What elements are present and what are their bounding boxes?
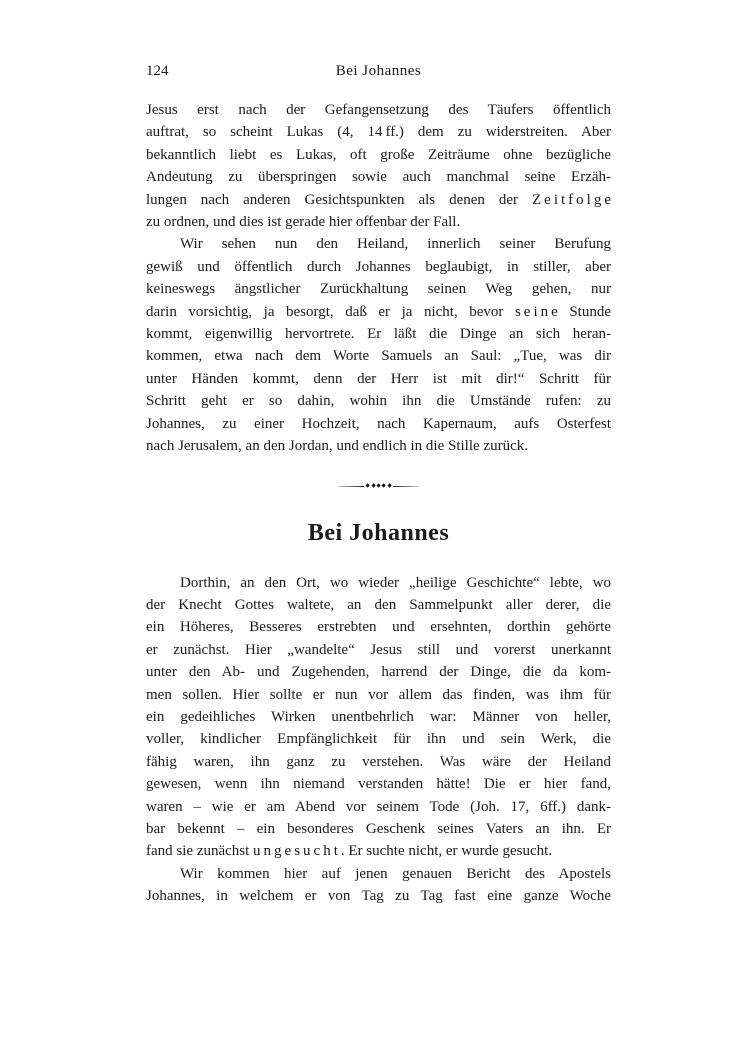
text-line: fähig waren, ihn ganz zu verstehen. Was wäre der Heiland — [146, 753, 611, 770]
text-line: gewesen, wenn ihn niemand verstanden hätte! Die er hier fand, — [146, 776, 611, 793]
text-line: keineswegs ängstlicher Zurückhaltung seinen Weg gehen, nur — [146, 281, 611, 298]
text-line: kommt, eigenwillig hervortrete. Er läßt die Dinge an sich heran- — [146, 326, 611, 343]
text-line: waren – wie er am Abend vor seinem Tode (Joh. 17, 6ff.) dank- — [146, 798, 611, 815]
section-heading: Bei Johannes — [307, 519, 450, 546]
text-line: fand sie zunächst u n g e s u c h t . Er suchte nicht, er wurde gesucht. — [146, 843, 553, 860]
text-line: Jesus erst nach der Gefangensetzung des Täufers öffentlich — [146, 102, 611, 118]
text-line: ein gedeihliches Wirken unentbehrlich war: Männer von heller, — [146, 708, 611, 725]
text-line: nach Jerusalem, an den Jordan, und endlich in die Stille zurück. — [146, 438, 528, 455]
paragraph — [146, 99, 611, 233]
divider-line-left-icon — [338, 486, 364, 487]
text-line: Dorthin, an den Ort, wo wieder „heilige Geschichte“ lebte, wo — [180, 574, 611, 591]
text-line: ein Höheres, Besseres erstrebten und ersehnten, dorthin gehörte — [146, 619, 611, 636]
text-line: bekanntlich liebt es Lukas, oft große Zeiträume ohne bezügliche — [146, 146, 611, 163]
text-line: lungen nach anderen Gesichtspunkten als denen der Z e i t f o l g e — [146, 191, 611, 208]
page-header — [146, 60, 611, 82]
text-line: darin vorsichtig, ja besorgt, daß er ja nicht, bevor s e i n e Stunde — [146, 303, 611, 320]
paragraph — [146, 233, 611, 457]
text-line: bar bekennt – ein besonderes Geschenk seines Vaters an ihn. Er — [146, 820, 611, 837]
text-line: Andeutung zu überspringen sowie auch manchmal seine Erzäh- — [146, 169, 611, 186]
text-line: Johannes, in welchem er von Tag zu Tag fast eine ganze Woche — [146, 888, 611, 905]
text-line: men sollen. Hier sollte er nun vor allem das finden, was ihm für — [146, 686, 611, 703]
text-line: Wir sehen nun den Heiland, innerlich seiner Berufung — [180, 236, 611, 253]
section-divider-ornament — [146, 483, 611, 490]
divider-line-right-icon — [393, 486, 419, 487]
text-line: auftrat, so scheint Lukas (4, 14 ff.) dem zu widerstreiten. Aber — [146, 124, 611, 141]
text-line: unter den Ab- und Zugehenden, harrend der Dinge, die da kom- — [146, 664, 611, 681]
text-line: Johannes, zu einer Hochzeit, nach Kapernaum, aufs Osterfest — [146, 415, 611, 432]
text-line: gewiß und öffentlich durch Johannes beglaubigt, in stiller, aber — [146, 258, 611, 275]
text-line: unter Händen kommt, denn der Herr ist mit dir!“ Schritt für — [146, 370, 611, 387]
text-line: zu ordnen, und dies ist gerade hier offenbar der Fall. — [146, 214, 461, 231]
text-line: der Knecht Gottes waltete, an den Sammelpunkt aller derer, die — [146, 596, 611, 613]
page-number: 124 — [146, 63, 169, 79]
text-line: voller, kindlicher Empfänglichkeit für ihn und sein Werk, die — [146, 731, 611, 748]
text-line: er zunächst. Hier „wandelte“ Jesus still und vorerst unerkannt — [146, 641, 611, 658]
text-line: Wir kommen hier auf jenen genauen Bericht des Apostels — [180, 865, 611, 882]
text-line: Schritt geht er so dahin, wohin ihn die Umstände rufen: zu — [146, 393, 611, 410]
paragraph — [146, 572, 611, 863]
paragraph — [146, 863, 611, 908]
running-title: Bei Johannes — [335, 63, 422, 79]
divider-diamonds-icon — [364, 484, 393, 487]
text-line: kommen, etwa nach dem Worte Samuels an Saul: „Tue, was dir — [146, 348, 611, 365]
